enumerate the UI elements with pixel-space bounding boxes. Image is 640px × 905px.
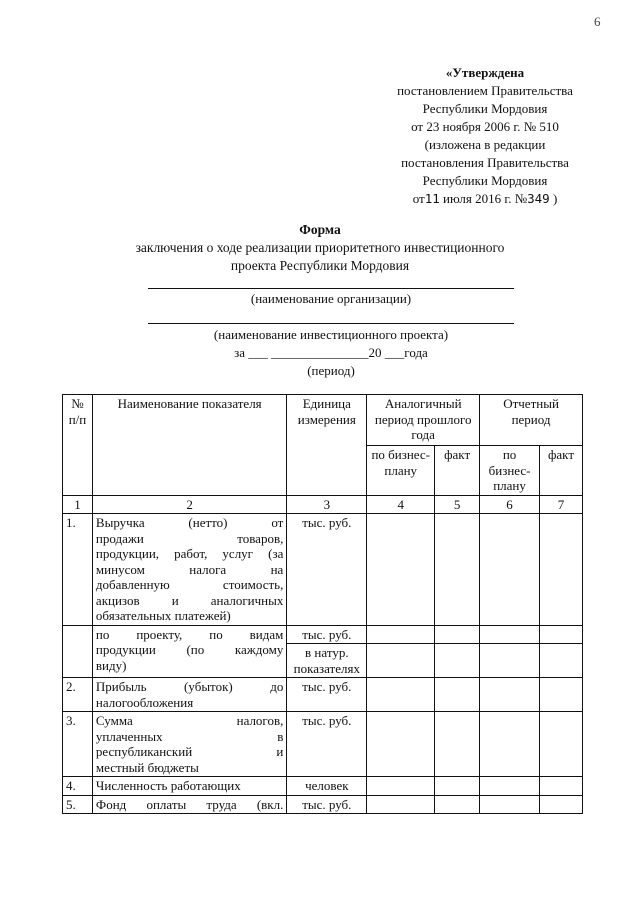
header-report-period: Отчетный период xyxy=(480,395,583,446)
row-unit: тыс. руб. xyxy=(287,712,367,777)
header-plan: по бизнес-плану xyxy=(480,446,540,496)
approval-line: Республики Мордовия xyxy=(422,173,548,188)
row-name: Фонд оплаты труда (вкл. xyxy=(92,795,286,814)
header-fact: факт xyxy=(540,446,583,496)
approval-line: (изложена в редакции xyxy=(424,137,546,152)
row-num: 3. xyxy=(63,712,93,777)
table-row xyxy=(63,777,583,796)
value-cell xyxy=(435,514,480,626)
value-cell xyxy=(540,712,583,777)
column-number: 3 xyxy=(287,495,367,514)
value-cell xyxy=(540,678,583,712)
table-row xyxy=(63,625,583,644)
table-header-row xyxy=(63,395,583,446)
row-unit: тыс. руб. xyxy=(287,678,367,712)
column-number: 2 xyxy=(92,495,286,514)
value-cell xyxy=(435,777,480,796)
period-line: за ___ _______________20 ___года xyxy=(234,345,428,360)
value-cell xyxy=(480,712,540,777)
value-cell xyxy=(540,644,583,678)
header-unit: Единица измерения xyxy=(287,395,367,496)
row-name: по проекту, по видам продукции (по каждому виду) xyxy=(92,625,286,678)
value-cell xyxy=(435,678,480,712)
approval-heading: «Утверждена xyxy=(445,65,525,80)
column-number: 6 xyxy=(480,495,540,514)
report-table xyxy=(62,394,583,814)
approval-line: постановлением Правительства xyxy=(397,83,573,98)
column-number: 5 xyxy=(435,495,480,514)
value-cell xyxy=(435,644,480,678)
value-cell xyxy=(367,777,435,796)
value-cell xyxy=(367,712,435,777)
form-subtitle: проекта Республики Мордовия xyxy=(230,258,410,273)
row-name: Прибыль (убыток) до налогообложения xyxy=(92,678,286,712)
value-cell xyxy=(435,712,480,777)
row-unit: в натур. показателях xyxy=(287,644,367,678)
table-row xyxy=(63,514,583,626)
header-prev-period: Аналогичный период прошлого года xyxy=(367,395,480,446)
approval-date-line: от11 июля 2016 г. №349 ) xyxy=(412,191,558,206)
table-row xyxy=(63,795,583,814)
value-cell xyxy=(540,795,583,814)
value-cell xyxy=(367,514,435,626)
row-name: Численность работающих xyxy=(92,777,286,796)
value-cell xyxy=(480,795,540,814)
form-subtitle: заключения о ходе реализации приоритетного инвестиционного xyxy=(135,240,505,255)
column-number: 1 xyxy=(63,495,93,514)
value-cell xyxy=(435,795,480,814)
value-cell xyxy=(367,625,435,644)
value-cell xyxy=(435,625,480,644)
table-row xyxy=(63,712,583,777)
header-plan: по бизнес-плану xyxy=(367,446,435,496)
project-name-line xyxy=(148,323,514,324)
page-number: 6 xyxy=(594,14,601,29)
column-number-row xyxy=(63,495,583,514)
org-name-line xyxy=(148,288,514,289)
row-num: 2. xyxy=(63,678,93,712)
value-cell xyxy=(540,514,583,626)
handwritten-number: 349 xyxy=(527,191,550,206)
approval-line: Республики Мордовия xyxy=(422,101,548,116)
period-caption: (период) xyxy=(307,363,355,378)
value-cell xyxy=(480,644,540,678)
org-name-caption: (наименование организации) xyxy=(250,291,412,306)
form-title: Форма xyxy=(299,222,341,237)
value-cell xyxy=(540,625,583,644)
value-cell xyxy=(480,777,540,796)
header-num: № п/п xyxy=(63,395,93,496)
value-cell xyxy=(480,514,540,626)
row-num: 1. xyxy=(63,514,93,626)
value-cell xyxy=(540,777,583,796)
row-num xyxy=(63,625,93,678)
value-cell xyxy=(367,644,435,678)
value-cell xyxy=(367,795,435,814)
form-title-block xyxy=(0,221,640,275)
row-unit: человек xyxy=(287,777,367,796)
table-row xyxy=(63,678,583,712)
row-unit: тыс. руб. xyxy=(287,514,367,626)
value-cell xyxy=(367,678,435,712)
value-cell xyxy=(480,678,540,712)
row-unit: тыс. руб. xyxy=(287,795,367,814)
row-num: 5. xyxy=(63,795,93,814)
header-name: Наименование показателя xyxy=(92,395,286,496)
header-fact: факт xyxy=(435,446,480,496)
approval-line: от 23 ноября 2006 г. № 510 xyxy=(411,119,559,134)
handwritten-day: 11 xyxy=(424,191,440,206)
row-name: Выручка (нетто) от продажи товаров, продукции, работ, услуг (за минусом налога на добавленную стоимость, акцизов и аналогичных обязательных платежей) xyxy=(92,514,286,626)
row-name: Сумма налогов, уплаченных в республиканский и местный бюджеты xyxy=(92,712,286,777)
row-unit: тыс. руб. xyxy=(287,625,367,644)
value-cell xyxy=(480,625,540,644)
column-number: 4 xyxy=(367,495,435,514)
project-name-caption: (наименование инвестиционного проекта) xyxy=(213,327,449,342)
approval-line: постановления Правительства xyxy=(401,155,569,170)
column-number: 7 xyxy=(540,495,583,514)
row-num: 4. xyxy=(63,777,93,796)
approval-block xyxy=(360,64,610,208)
